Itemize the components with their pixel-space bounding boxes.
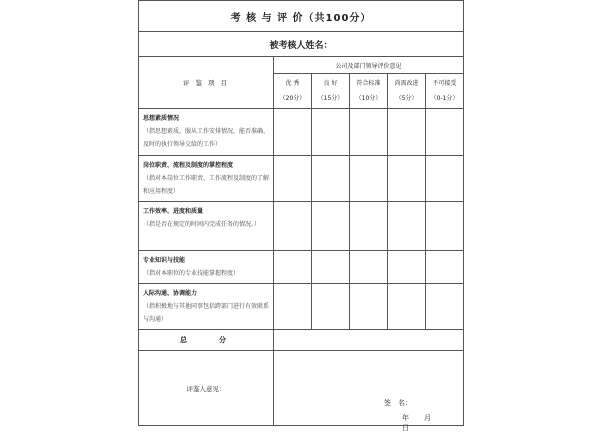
criterion-row <box>139 202 464 251</box>
score-cell[interactable] <box>350 202 388 251</box>
score-cell[interactable] <box>350 284 388 330</box>
criterion-ideology: 思想素质情况 （指思想素质，服从工作安排情况，能否准确、及时的执行领导交给的工作） <box>139 109 274 156</box>
score-cell[interactable] <box>426 202 464 251</box>
score-cell[interactable] <box>426 284 464 330</box>
criterion-skills: 专业知识与技能 （指对本职位的专业技能掌握程度） <box>139 251 274 284</box>
score-cell[interactable] <box>426 156 464 202</box>
score-cell[interactable] <box>274 156 312 202</box>
leadership-opinion-header: 公司及部门领导评价意见 <box>274 57 464 74</box>
score-cell[interactable] <box>426 251 464 284</box>
total-score-field[interactable] <box>274 330 464 351</box>
appraisal-table <box>138 0 464 432</box>
criterion-row <box>139 156 464 202</box>
score-cell[interactable] <box>388 284 426 330</box>
score-cell[interactable] <box>388 156 426 202</box>
score-cell[interactable] <box>274 109 312 156</box>
appraisee-name-field[interactable] <box>139 32 464 57</box>
score-cell[interactable] <box>274 202 312 251</box>
grade-meets-standard: 符合标准 （10分） <box>350 74 388 109</box>
score-cell[interactable] <box>312 202 350 251</box>
score-cell[interactable] <box>388 251 426 284</box>
grade-good: 良 好 （15分） <box>312 74 350 109</box>
score-cell[interactable] <box>312 156 350 202</box>
score-cell[interactable] <box>350 109 388 156</box>
score-cell[interactable] <box>388 202 426 251</box>
score-cell[interactable] <box>350 156 388 202</box>
grade-unacceptable: 不可接受 （0-1分） <box>426 74 464 109</box>
date-line: 年 月日 <box>402 414 431 432</box>
total-score-label: 总 分 <box>139 330 274 351</box>
score-cell[interactable] <box>274 251 312 284</box>
criterion-row <box>139 251 464 284</box>
score-cell[interactable] <box>426 109 464 156</box>
score-cell[interactable] <box>388 109 426 156</box>
criterion-row <box>139 109 464 156</box>
score-cell[interactable] <box>312 251 350 284</box>
evaluation-items-header: 评 鉴 项 目 <box>139 57 274 109</box>
appraisee-name-label: 被考核人姓名： <box>269 40 333 51</box>
criterion-efficiency: 工作效率、进度和质量 （指是否在规定的时间内完成任务的情况。） <box>139 202 274 251</box>
criterion-row <box>139 284 464 330</box>
criterion-communication: 人际沟通、协调能力 （指积极地与其他同事包括跨部门进行有效联系与沟通） <box>139 284 274 330</box>
signature-label: 签 名： <box>384 399 412 407</box>
form-title: 考 核 与 评 价（共100分） <box>139 1 464 32</box>
criterion-duties: 岗位职责、流程及制度的掌控程度 （指对本岗位工作职责、工作流程及制度的了解和应用程度） <box>139 156 274 202</box>
grade-needs-improvement: 尚需改进 （5分） <box>388 74 426 109</box>
score-cell[interactable] <box>350 251 388 284</box>
appraiser-opinion-label: 评鉴人意见： <box>139 351 274 426</box>
appraiser-opinion-field[interactable] <box>274 351 464 432</box>
score-cell[interactable] <box>274 284 312 330</box>
appraisal-form <box>138 0 463 432</box>
grade-excellent: 优 秀 （20分） <box>274 74 312 109</box>
score-cell[interactable] <box>312 284 350 330</box>
score-cell[interactable] <box>312 109 350 156</box>
